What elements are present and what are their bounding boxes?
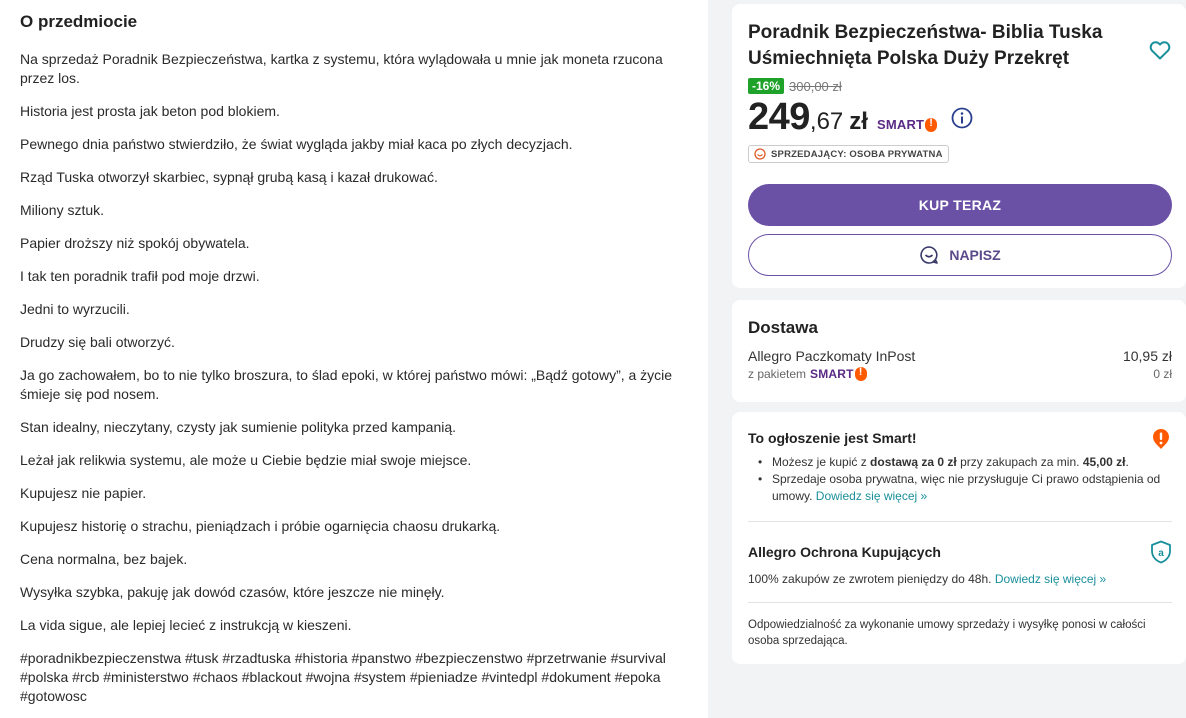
desc-paragraph: Wysyłka szybka, pakuję jak dowód czasów, które jeszcze nie minęły.	[20, 584, 445, 600]
delivery-card	[732, 300, 1186, 402]
protection-title: Allegro Ochrona Kupujących	[748, 544, 941, 560]
desc-paragraph: La vida sigue, ale lepiej lecieć z instrukcją w kieszeni.	[20, 617, 352, 633]
smart-info-title: To ogłoszenie jest Smart!	[748, 430, 917, 446]
discount-badge: -16%	[748, 78, 784, 94]
smart-label: SMART	[876, 117, 925, 132]
desc-paragraph: Rząd Tuska otworzył skarbiec, sypnął grubą kasą i kazał drukować.	[20, 169, 438, 185]
benefit-text: przy zakupach za min.	[956, 455, 1083, 469]
desc-paragraph: Miliony sztuk.	[20, 202, 105, 218]
delivery-price: 10,95 zł	[1122, 348, 1172, 364]
benefit-text: .	[1125, 455, 1129, 469]
smart-benefits-list	[748, 454, 1172, 505]
smart-label: SMART	[810, 367, 854, 381]
offer-card	[732, 4, 1186, 288]
divider	[748, 521, 1172, 522]
svg-text:a: a	[1158, 548, 1164, 559]
smart-benefit	[758, 454, 1172, 471]
seller-badge	[748, 145, 949, 163]
desc-paragraph: Pewnego dnia państwo stwierdziło, że świat wygląda jakby miał kaca po złych decyzjach.	[20, 136, 573, 152]
buy-now-button[interactable]: KUP TERAZ	[748, 184, 1172, 226]
desc-paragraph: Leżał jak relikwia systemu, ale może u Ciebie będzie miał swoje miejsce.	[20, 452, 472, 468]
learn-more-link[interactable]: Dowiedz się więcej »	[815, 489, 928, 503]
benefit-text: Sprzedaje osoba prywatna, więc nie przysługuje Ci prawo odstąpienia od umowy.	[772, 472, 1161, 503]
heart-icon[interactable]	[1148, 38, 1172, 62]
benefit-text: Możesz je kupić z	[772, 455, 871, 469]
price-whole: 249	[748, 96, 810, 138]
old-price: 300,00 zł	[789, 78, 842, 94]
smart-exclamation-icon	[1152, 428, 1170, 450]
legal-note: Odpowiedzialność za wykonanie umowy sprzedaży i wysyłkę ponosi w całości osoba sprzedająca.	[748, 619, 1146, 647]
message-button[interactable]	[748, 234, 1172, 276]
benefit-bold: dostawą za 0 zł	[870, 455, 957, 469]
smart-prefix: z pakietem	[748, 367, 807, 381]
smart-delivery-price: 0 zł	[1153, 367, 1172, 381]
desc-paragraph: Jedni to wyrzucili.	[20, 301, 130, 317]
delivery-method: Allegro Paczkomaty InPost	[748, 348, 916, 364]
about-title: O przedmiocie	[20, 12, 138, 31]
desc-paragraph: I tak ten poradnik trafił pod moje drzwi.	[20, 268, 260, 284]
smart-logo	[810, 367, 867, 381]
discount-row	[748, 78, 1172, 94]
smart-exclamation-icon	[925, 118, 937, 132]
description-text	[20, 50, 688, 706]
benefit-bold: 45,00 zł	[1082, 455, 1126, 469]
price-currency: zł	[849, 108, 868, 135]
protection-text	[748, 572, 1172, 586]
price	[748, 96, 1172, 139]
desc-paragraph: Kupujesz historię o strachu, pieniądzach i próbie ogarnięcia chaosu drukarką.	[20, 518, 501, 534]
learn-more-link[interactable]: Dowiedz się więcej »	[994, 572, 1107, 586]
seller-badge-label: SPRZEDAJĄCY: OSOBA PRYWATNA	[771, 148, 943, 160]
delivery-title: Dostawa	[748, 318, 818, 337]
desc-paragraph: Cena normalna, bez bajek.	[20, 551, 188, 567]
info-icon[interactable]	[951, 107, 973, 129]
product-title: Poradnik Bezpieczeństwa- Biblia Tuska Uśmiechnięta Polska Duży Przekręt	[748, 22, 1103, 69]
hashtags: #poradnikbezpieczenstwa #tusk #rzadtuska #historia #panstwo #bezpieczenstwo #przetrwanie #survival #polska #rcb #ministerstwo #chaos #blackout #wojna #system #pieniadze #vintedpl #dokument #epoka #gotowosc	[20, 650, 666, 704]
desc-paragraph: Papier droższy niż spokój obywatela.	[20, 235, 250, 251]
price-cents: ,67	[809, 108, 844, 135]
delivery-smart-row	[748, 367, 1172, 381]
desc-paragraph: Ja go zachowałem, bo to nie tylko broszura, to ślad epoki, w której państwo mówi: „Bądź gotowy”, a życie śmieje się pod nosem.	[20, 367, 673, 402]
shield-icon	[1150, 540, 1172, 564]
desc-paragraph: Kupujesz nie papier.	[20, 485, 147, 501]
smart-logo	[877, 117, 937, 132]
smart-benefit	[758, 471, 1172, 505]
desc-paragraph: Drudzy się bali otworzyć.	[20, 334, 175, 350]
delivery-option[interactable]	[748, 348, 1172, 364]
desc-paragraph: Na sprzedaż Poradnik Bezpieczeństwa, kartka z systemu, która wylądowała u mnie jak moneta rzucona przez los.	[20, 51, 663, 86]
smile-icon	[754, 148, 766, 160]
divider	[748, 602, 1172, 603]
protection-row	[748, 540, 1172, 564]
smart-exclamation-icon	[855, 367, 867, 381]
message-button-label: NAPISZ	[949, 247, 1001, 263]
smart-info-card	[732, 412, 1186, 664]
chat-icon	[919, 245, 939, 265]
desc-paragraph: Stan idealny, nieczytany, czysty jak sumienie polityka przed kampanią.	[20, 419, 457, 435]
desc-paragraph: Historia jest prosta jak beton pod blokiem.	[20, 103, 280, 119]
protection-desc: 100% zakupów ze zwrotem pieniędzy do 48h.	[748, 572, 992, 586]
